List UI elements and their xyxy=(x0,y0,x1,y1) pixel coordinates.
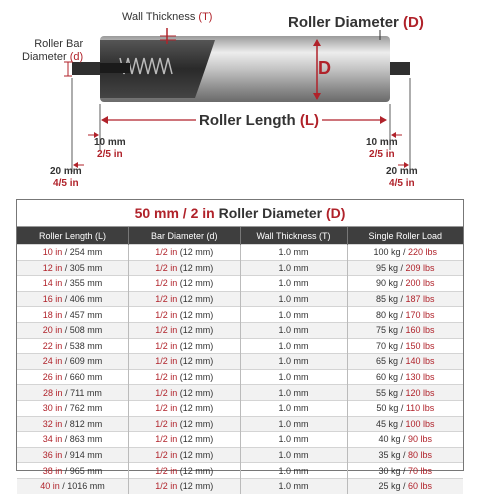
cell-roller-length: 34 in / 863 mm xyxy=(17,432,129,448)
cell-roller-length: 14 in / 355 mm xyxy=(17,276,129,292)
cell-single-roller-load: 90 kg / 200 lbs xyxy=(347,276,463,292)
wall-thickness-label: Wall Thickness (T) xyxy=(122,11,213,23)
dim-right-10: 10 mm 2/5 in xyxy=(366,137,398,160)
cell-bar-diameter: 1/2 in (12 mm) xyxy=(129,245,241,261)
header-single-roller-load: Single Roller Load xyxy=(347,227,463,245)
cell-single-roller-load: 45 kg / 100 lbs xyxy=(347,416,463,432)
cell-bar-diameter: 1/2 in (12 mm) xyxy=(129,385,241,401)
table-row xyxy=(17,432,463,448)
cell-single-roller-load: 30 kg / 70 lbs xyxy=(347,463,463,479)
cell-wall-thickness: 1.0 mm xyxy=(240,245,347,261)
cell-wall-thickness: 1.0 mm xyxy=(240,322,347,338)
cell-bar-diameter: 1/2 in (12 mm) xyxy=(129,432,241,448)
cell-roller-length: 30 in / 762 mm xyxy=(17,400,129,416)
table-row xyxy=(17,276,463,292)
cell-bar-diameter: 1/2 in (12 mm) xyxy=(129,447,241,463)
cell-bar-diameter: 1/2 in (12 mm) xyxy=(129,276,241,292)
cell-bar-diameter: 1/2 in (12 mm) xyxy=(129,338,241,354)
dim-left-20: 20 mm 4/5 in xyxy=(50,166,82,189)
cell-roller-length: 18 in / 457 mm xyxy=(17,307,129,323)
cell-wall-thickness: 1.0 mm xyxy=(240,354,347,370)
roller-diameter-label: Roller Diameter (D) xyxy=(288,14,424,31)
cell-roller-length: 36 in / 914 mm xyxy=(17,447,129,463)
cell-roller-length: 22 in / 538 mm xyxy=(17,338,129,354)
cell-bar-diameter: 1/2 in (12 mm) xyxy=(129,260,241,276)
cell-single-roller-load: 60 kg / 130 lbs xyxy=(347,369,463,385)
cell-wall-thickness: 1.0 mm xyxy=(240,416,347,432)
cell-wall-thickness: 1.0 mm xyxy=(240,385,347,401)
table-row xyxy=(17,463,463,479)
header-wall-thickness: Wall Thickness (T) xyxy=(240,227,347,245)
cell-single-roller-load: 40 kg / 90 lbs xyxy=(347,432,463,448)
cell-roller-length: 38 in / 965 mm xyxy=(17,463,129,479)
table-row xyxy=(17,338,463,354)
cell-roller-length: 12 in / 305 mm xyxy=(17,260,129,276)
table-row xyxy=(17,478,463,493)
cell-single-roller-load: 65 kg / 140 lbs xyxy=(347,354,463,370)
table-header-row xyxy=(17,227,463,245)
table-row xyxy=(17,245,463,261)
cell-single-roller-load: 75 kg / 160 lbs xyxy=(347,322,463,338)
cell-wall-thickness: 1.0 mm xyxy=(240,400,347,416)
cell-single-roller-load: 85 kg / 187 lbs xyxy=(347,291,463,307)
cell-single-roller-load: 35 kg / 80 lbs xyxy=(347,447,463,463)
cell-wall-thickness: 1.0 mm xyxy=(240,369,347,385)
cell-wall-thickness: 1.0 mm xyxy=(240,432,347,448)
header-roller-length: Roller Length (L) xyxy=(17,227,129,245)
table-row xyxy=(17,416,463,432)
dim-right-20: 20 mm 4/5 in xyxy=(386,166,418,189)
dim-left-10: 10 mm 2/5 in xyxy=(94,137,126,160)
table-row xyxy=(17,369,463,385)
cell-bar-diameter: 1/2 in (12 mm) xyxy=(129,307,241,323)
cell-wall-thickness: 1.0 mm xyxy=(240,276,347,292)
spec-table xyxy=(16,199,464,492)
table-row xyxy=(17,291,463,307)
table-row xyxy=(17,354,463,370)
table-row xyxy=(17,322,463,338)
header-bar-diameter: Bar Diameter (d) xyxy=(129,227,241,245)
cell-wall-thickness: 1.0 mm xyxy=(240,260,347,276)
cell-single-roller-load: 100 kg / 220 lbs xyxy=(347,245,463,261)
cell-bar-diameter: 1/2 in (12 mm) xyxy=(129,369,241,385)
cell-single-roller-load: 50 kg / 110 lbs xyxy=(347,400,463,416)
cell-wall-thickness: 1.0 mm xyxy=(240,291,347,307)
cell-roller-length: 16 in / 406 mm xyxy=(17,291,129,307)
table-title: 50 mm / 2 in Roller Diameter (D) xyxy=(17,200,463,227)
table-row xyxy=(17,385,463,401)
roller-bar-diameter-label: Roller Bar Diameter (d) xyxy=(22,38,84,63)
cell-roller-length: 20 in / 508 mm xyxy=(17,322,129,338)
cell-roller-length: 26 in / 660 mm xyxy=(17,369,129,385)
cell-wall-thickness: 1.0 mm xyxy=(240,338,347,354)
cell-wall-thickness: 1.0 mm xyxy=(240,447,347,463)
inner-shaft xyxy=(100,63,130,73)
cell-single-roller-load: 70 kg / 150 lbs xyxy=(347,338,463,354)
cell-bar-diameter: 1/2 in (12 mm) xyxy=(129,291,241,307)
cell-wall-thickness: 1.0 mm xyxy=(240,478,347,493)
cell-bar-diameter: 1/2 in (12 mm) xyxy=(129,322,241,338)
cell-wall-thickness: 1.0 mm xyxy=(240,307,347,323)
roller-length-label: Roller Length (L) xyxy=(196,112,322,129)
cell-single-roller-load: 55 kg / 120 lbs xyxy=(347,385,463,401)
table-row xyxy=(17,307,463,323)
cell-roller-length: 28 in / 711 mm xyxy=(17,385,129,401)
table-row xyxy=(17,260,463,276)
table-row xyxy=(17,400,463,416)
d-marker-label: D xyxy=(318,58,331,78)
cell-bar-diameter: 1/2 in (12 mm) xyxy=(129,354,241,370)
cell-bar-diameter: 1/2 in (12 mm) xyxy=(129,416,241,432)
cell-bar-diameter: 1/2 in (12 mm) xyxy=(129,400,241,416)
cell-single-roller-load: 95 kg / 209 lbs xyxy=(347,260,463,276)
cell-bar-diameter: 1/2 in (12 mm) xyxy=(129,478,241,493)
cell-roller-length: 24 in / 609 mm xyxy=(17,354,129,370)
cell-single-roller-load: 25 kg / 60 lbs xyxy=(347,478,463,493)
cell-roller-length: 10 in / 254 mm xyxy=(17,245,129,261)
cell-single-roller-load: 80 kg / 170 lbs xyxy=(347,307,463,323)
cell-roller-length: 32 in / 812 mm xyxy=(17,416,129,432)
cell-wall-thickness: 1.0 mm xyxy=(240,463,347,479)
cell-roller-length: 40 in / 1016 mm xyxy=(17,478,129,493)
table-row xyxy=(17,447,463,463)
cell-bar-diameter: 1/2 in (12 mm) xyxy=(129,463,241,479)
